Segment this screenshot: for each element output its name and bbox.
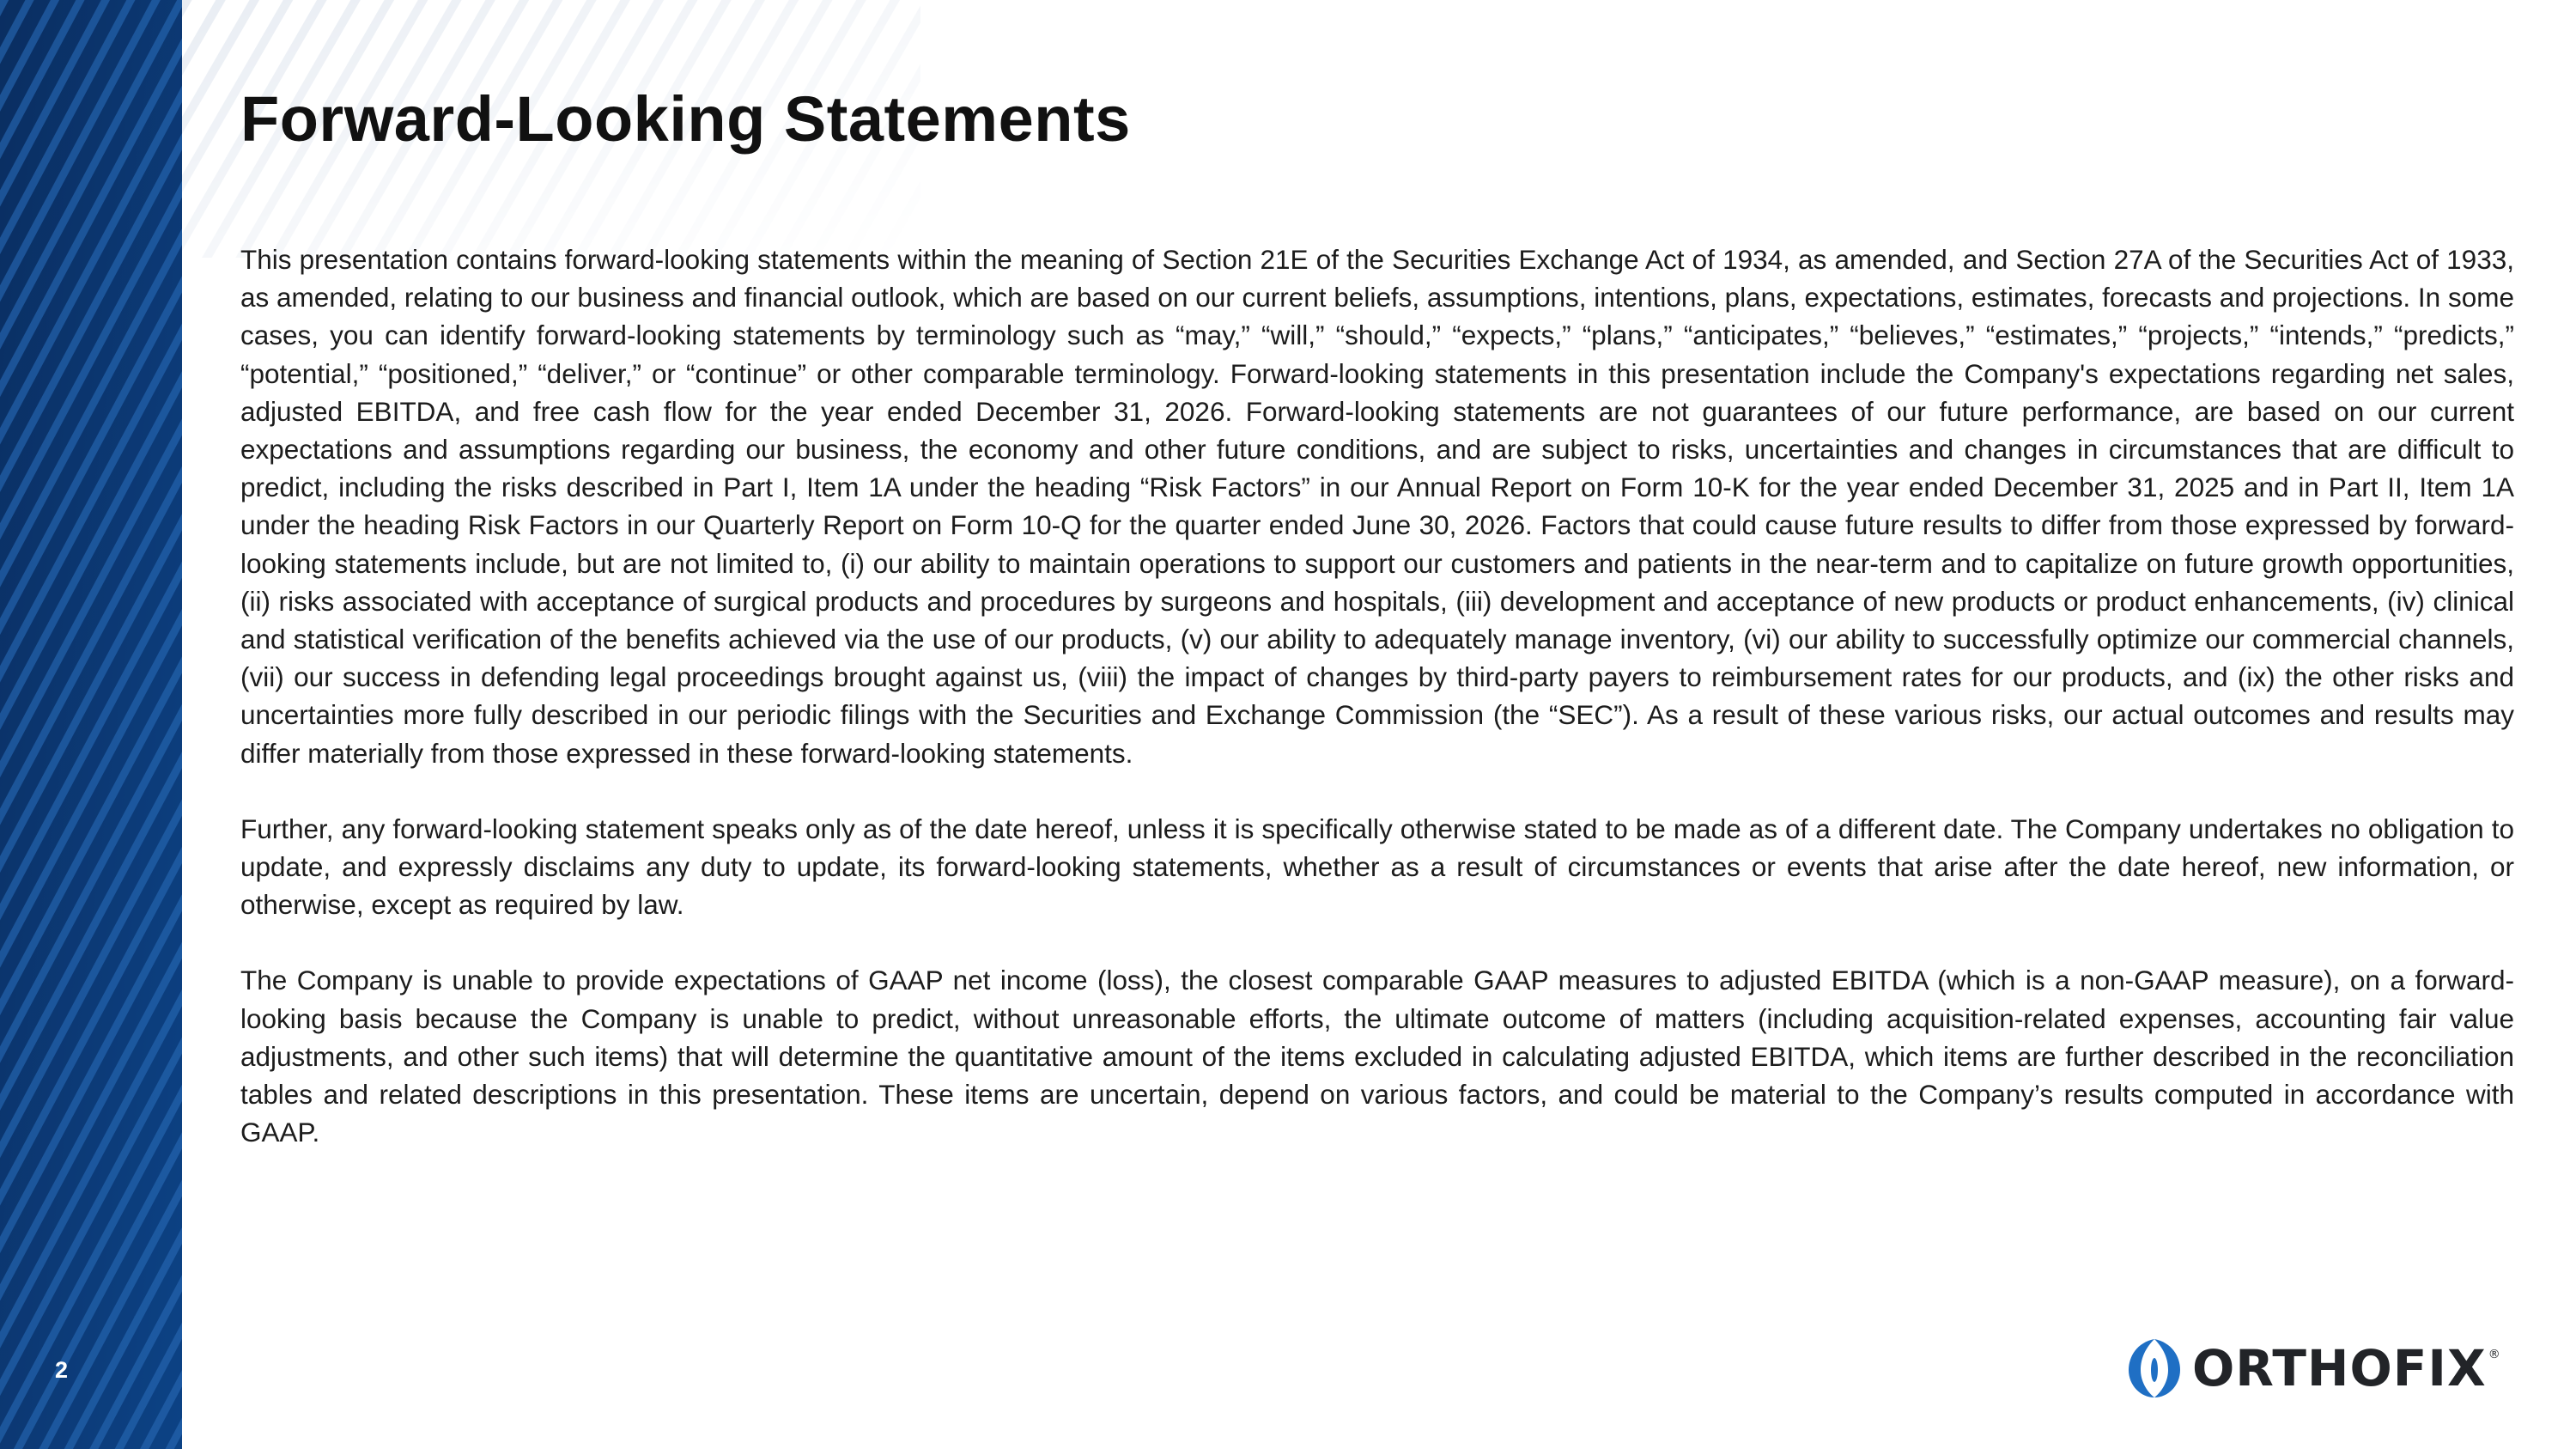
disclaimer-paragraph-3: The Company is unable to provide expectations of GAAP net income (loss), the closest comparable GAAP measures to adjusted EBITDA (which is a non-GAAP measure), on a forward-looking basis because the Company is unable to predict, without unreasonable efforts, the ultimate outcome of matters (including acquisition-related expenses, accounting fair value adjustments, and other such items) that will determine the quantitative amount of the items excluded in calculating adjusted EBITDA, which items are further described in the reconciliation tables and related descriptions in this presentation. These items are uncertain, depend on various factors, and could be material to the Company’s results computed in accordance with GAAP. [240, 965, 2514, 1148]
orthofix-spiral-mark-icon [2125, 1336, 2184, 1401]
page-number: 2 [55, 1357, 70, 1383]
decorative-side-band [0, 0, 182, 1449]
orthofix-logo [2125, 1336, 2500, 1401]
logo-wordmark: ORTHOFIX [2192, 1339, 2487, 1397]
page-title: Forward-Looking Statements [240, 83, 1131, 155]
disclaimer-paragraph-2: Further, any forward-looking statement speaks only as of the date hereof, unless it is specifically otherwise stated to be made as of a different date. The Company undertakes no obligation to update, and expressly disclaims any duty to update, its forward-looking statements, whether as a result of circumstances or events that arise after the date hereof, new information, or otherwise, except as required by law. [240, 813, 2514, 921]
diagonal-stripes-graphic [0, 0, 182, 1449]
disclaimer-body [240, 240, 2514, 1189]
registered-mark: ® [2488, 1348, 2500, 1361]
disclaimer-paragraph-1: This presentation contains forward-looking statements within the meaning of Section 21E of the Securities Exchange Act of 1934, as amended, and Section 27A of the Securities Act of 1933, as amended, relating to our business and financial outlook, which are based on our current beliefs, assumptions, intentions, plans, expectations, estimates, forecasts and projections. In some cases, you can identify forward-looking statements by terminology such as “may,” “will,” “should,” “expects,” “plans,” “anticipates,” “believes,” “estimates,” “projects,” “intends,” “predicts,” “potential,” “positioned,” “deliver,” or “continue” or other comparable terminology. Forward-looking statements in this presentation include the Company's expectations regarding net sales, adjusted EBITDA, and free cash flow for the year ended December 31, 2026. Forward-looking statements are not guarantees of our future performance, are based on our current expectations and assumptions regarding our business, the economy and other future conditions, and are subject to risks, uncertainties and changes in circumstances that are difficult to predict, including the risks described in Part I, Item 1A under the heading “Risk Factors” in our Annual Report on Form 10-K for the year ended December 31, 2025 and in Part II, Item 1A under the heading Risk Factors in our Quarterly Report on Form 10-Q for the quarter ended June 30, 2026. Factors that could cause future results to differ from those expressed by forward-looking statements include, but are not limited to, (i) our ability to maintain operations to support our customers and patients in the near-term and to capitalize on future growth opportunities, (ii) risks associated with acceptance of surgical products and procedures by surgeons and hospitals, (iii) development and acceptance of new products or product enhancements, (iv) clinical and statistical verification of the benefits achieved via the use of our products, (v) our ability to adequately manage inventory, (vi) our ability to successfully optimize our commercial channels, (vii) our success in defending legal proceedings brought against us, (viii) the impact of changes by third-party payers to reimbursement rates for our products, and (ix) the other risks and uncertainties more fully described in our periodic filings with the Securities and Exchange Commission (the “SEC”). As a result of these various risks, our actual outcomes and results may differ materially from those expressed in these forward-looking statements. [240, 244, 2514, 769]
